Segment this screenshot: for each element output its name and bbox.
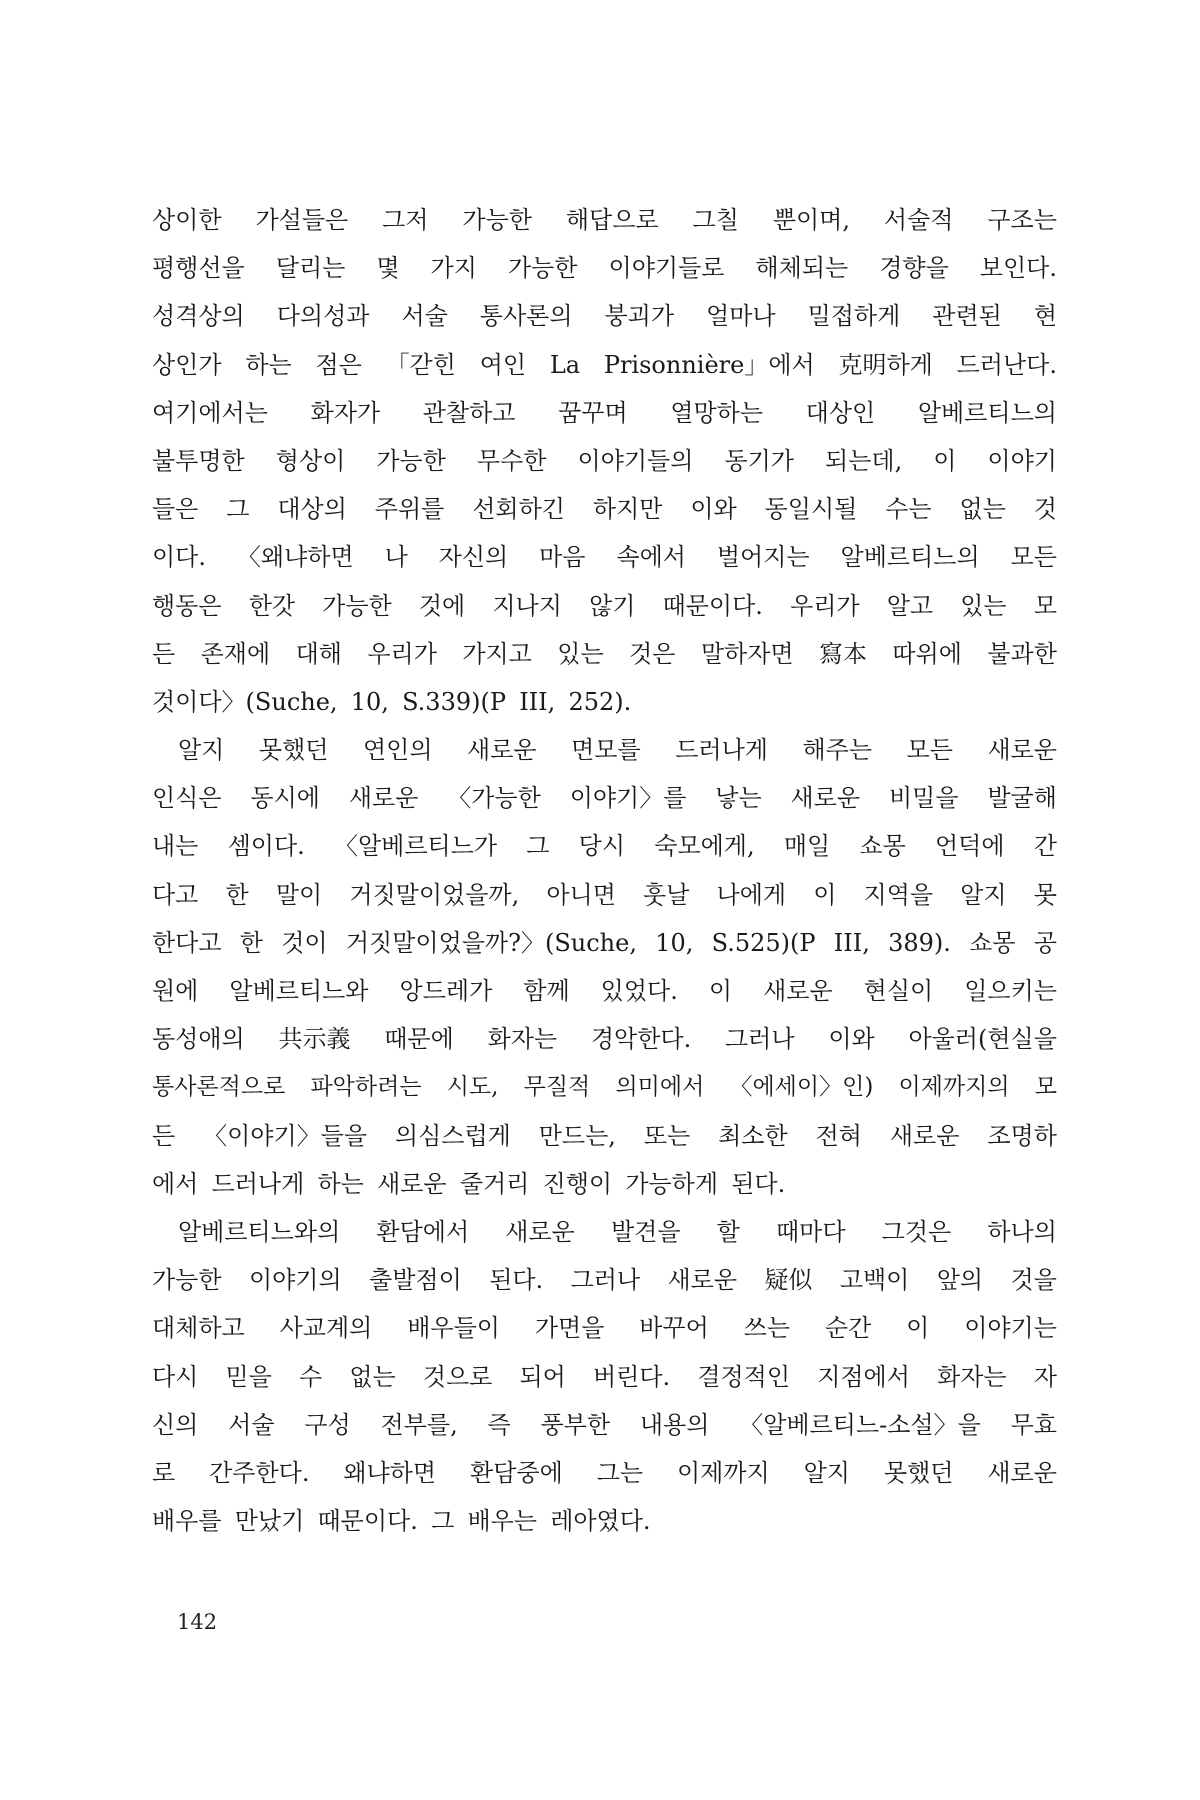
word: 환담에서 — [376, 1217, 470, 1246]
word: 있는 — [557, 639, 604, 668]
word: 내는 — [152, 832, 199, 861]
word: 이 — [708, 977, 733, 1005]
word: 못 — [1033, 880, 1057, 909]
word: III, — [519, 687, 556, 716]
word: 관련된 — [932, 302, 1002, 331]
word: 말이 — [275, 880, 323, 909]
word: 이제까지 — [676, 1458, 770, 1487]
word: 간주한다. — [209, 1458, 310, 1487]
word: 되는데, — [825, 446, 903, 475]
text-line — [152, 871, 1057, 919]
word: 바꾸어 — [639, 1314, 709, 1343]
word: 자 — [1033, 1362, 1057, 1391]
word: 가능한 — [152, 1266, 222, 1295]
word: 다의성과 — [276, 302, 370, 331]
word: 〈이야기〉들을 — [203, 1121, 368, 1150]
word: 다시 — [152, 1362, 199, 1391]
word: 숙모에게, — [654, 832, 755, 861]
word: 이제까지의 — [898, 1074, 1010, 1101]
word: 앞의 — [936, 1266, 984, 1295]
word: 최소한 — [718, 1121, 788, 1150]
word: 성격상의 — [152, 302, 245, 331]
word: 신의 — [152, 1410, 199, 1439]
word: 알베르티느와 — [229, 977, 369, 1005]
text-line — [152, 1063, 1057, 1111]
word: 된다. — [731, 1169, 786, 1198]
word: 사교계의 — [279, 1314, 373, 1343]
word: 꿈꾸며 — [558, 398, 628, 427]
word: 그는 — [596, 1458, 644, 1487]
word: 가능한 — [507, 254, 578, 283]
word: 새로운 — [377, 1169, 447, 1198]
text-line — [152, 341, 1057, 389]
word: 때문이다. — [317, 1507, 418, 1536]
text-line — [152, 1160, 1057, 1208]
word: 대상의 — [277, 495, 347, 524]
word: 할 — [716, 1217, 740, 1246]
word: 새로운 — [889, 1121, 960, 1150]
word: 수 — [299, 1362, 323, 1391]
word: 〈왜냐하면 — [236, 543, 354, 572]
word: 간 — [1033, 832, 1057, 861]
word: 못했던 — [258, 736, 329, 765]
text-line — [152, 292, 1057, 340]
word: 훗날 — [643, 880, 690, 909]
word: 알베르티느의 — [840, 543, 980, 572]
word: 구성 — [304, 1410, 351, 1439]
word: 한 — [239, 928, 263, 957]
word: 다고 — [152, 880, 199, 909]
word: 389). — [888, 928, 951, 957]
word: 나 — [384, 543, 408, 572]
word: 寫本 — [819, 639, 867, 668]
text-line — [152, 1497, 1057, 1545]
word: 한다고 — [152, 928, 222, 957]
word: 않기 — [589, 591, 636, 620]
word: 이와 — [828, 1025, 875, 1054]
word: 새로운 — [763, 977, 833, 1005]
word: 것은 — [629, 639, 676, 668]
word: 252). — [568, 687, 632, 716]
word: 내용의 — [639, 1410, 710, 1439]
body-text — [152, 196, 1057, 1545]
word: 원에 — [152, 977, 199, 1005]
word: 공 — [1033, 928, 1057, 957]
word: 시도, — [446, 1074, 499, 1101]
word: 새로운 — [790, 784, 861, 813]
word: 하는 — [317, 1169, 364, 1198]
word: 10, — [655, 928, 694, 957]
word: 무효 — [1010, 1410, 1057, 1439]
word: 여기에서는 — [152, 398, 268, 427]
word: 매일 — [783, 832, 831, 861]
word: 인식은 — [152, 784, 222, 813]
word: 드러난다. — [956, 350, 1057, 379]
word: 이야기들의 — [577, 446, 694, 475]
word: 나에게 — [716, 880, 787, 909]
word: 의심스럽게 — [394, 1121, 511, 1150]
word: 든 — [152, 639, 176, 668]
word: 되어 — [519, 1362, 566, 1391]
word: 점은 — [315, 350, 362, 379]
word: 것을 — [1010, 1266, 1057, 1295]
word: 하지만 — [592, 495, 663, 524]
word: 함께 — [523, 977, 570, 1005]
text-line — [152, 630, 1057, 678]
word: 드러나게 — [211, 1169, 305, 1198]
word: 우리가 — [367, 639, 437, 668]
word: 없는 — [959, 495, 1006, 524]
text-line — [152, 437, 1057, 485]
word: 화자가 — [310, 398, 381, 427]
word: 10, — [350, 687, 389, 716]
word: 알베르티느의 — [917, 398, 1057, 427]
word: 불투명한 — [152, 446, 245, 475]
text-line — [152, 1449, 1057, 1497]
word: 순간 — [824, 1314, 872, 1343]
word: 현 — [1033, 302, 1057, 331]
word: 붕괴가 — [604, 302, 675, 331]
word: 새로운 — [505, 1217, 575, 1246]
text-line — [152, 1015, 1057, 1063]
word: 즉 — [487, 1410, 511, 1439]
word: 것이 — [281, 928, 328, 957]
word: 연인의 — [362, 736, 433, 765]
word: 배우를 — [152, 1507, 222, 1536]
word: 달리는 — [275, 254, 346, 283]
word: 이다. — [152, 543, 206, 572]
word: 통사론의 — [479, 302, 573, 331]
text-line — [152, 1256, 1057, 1304]
word: 무질적 — [523, 1074, 591, 1101]
word: III, — [833, 928, 870, 957]
word: 새로운 — [987, 1458, 1057, 1487]
word: 서술 — [401, 302, 448, 331]
word: 불과한 — [987, 639, 1057, 668]
word: 거짓말이었을까?〉(Suche, — [345, 928, 637, 957]
word: 밀접하게 — [807, 302, 901, 331]
text-line — [152, 774, 1057, 822]
word: 일으키는 — [964, 977, 1057, 1005]
word: 평행선을 — [152, 254, 245, 283]
word: 그것은 — [881, 1217, 952, 1246]
word: 배우들이 — [407, 1314, 500, 1343]
word: 共示義 — [278, 1025, 351, 1054]
word: 당시 — [578, 832, 626, 861]
word: 대해 — [295, 639, 342, 668]
word: 동성애의 — [152, 1025, 245, 1054]
text-line — [152, 582, 1057, 630]
word: 못했던 — [883, 1458, 954, 1487]
word: 구조는 — [987, 206, 1057, 234]
word: 이야기는 — [964, 1314, 1057, 1343]
word: 통사론적으로 — [152, 1074, 286, 1101]
word: 모 — [1033, 591, 1057, 620]
word: 그 — [431, 1507, 455, 1536]
text-line — [152, 1401, 1057, 1449]
word: 지역을 — [863, 880, 934, 909]
word: 든 — [152, 1121, 176, 1150]
word: 된다. — [489, 1266, 544, 1295]
word: 화자는 — [937, 1362, 1007, 1391]
word: 서술적 — [883, 206, 954, 234]
word: 이야기의 — [248, 1266, 342, 1295]
word: 마음 — [539, 543, 586, 572]
word: 것에 — [418, 591, 466, 620]
word: 로 — [152, 1458, 176, 1487]
word: S.339)(P — [402, 687, 506, 716]
word: 발견을 — [610, 1217, 681, 1246]
word: 疑似 — [764, 1266, 813, 1295]
word: 형상이 — [275, 446, 346, 475]
text-line — [152, 196, 1057, 244]
word: 동기가 — [724, 446, 794, 475]
word: 동일시될 — [764, 495, 858, 524]
word: 왜냐하면 — [343, 1458, 437, 1487]
word: La — [549, 350, 581, 379]
word: 지점에서 — [817, 1362, 910, 1391]
word: 모든 — [1010, 543, 1057, 572]
word: 믿을 — [225, 1362, 272, 1391]
word: 들은 — [152, 495, 199, 524]
word: 한 — [225, 880, 249, 909]
word: 〈가능한 — [447, 784, 541, 813]
word: 배우는 — [467, 1507, 537, 1536]
text-line — [152, 533, 1057, 581]
word: 알베르티느와의 — [178, 1217, 341, 1246]
word: 파악하려는 — [310, 1074, 422, 1101]
word: 가능한 — [322, 591, 392, 620]
word: 경향을 — [879, 254, 949, 283]
word: 있는 — [960, 591, 1007, 620]
word: 셈이다. — [227, 832, 305, 861]
word: 그러나 — [725, 1025, 795, 1054]
word: 이 — [906, 1314, 930, 1343]
word: 알고 — [886, 591, 934, 620]
word: 드러나게 — [675, 736, 768, 765]
word: 〈알베르티느가 — [333, 832, 498, 861]
word: 가능한 — [462, 206, 532, 234]
word: 만났기 — [234, 1507, 305, 1536]
word: 만드는, — [538, 1121, 616, 1150]
text-line — [152, 822, 1057, 870]
word: 그 — [226, 495, 250, 524]
word: 무수한 — [476, 446, 547, 475]
word: 서술 — [228, 1410, 275, 1439]
word: 전혀 — [815, 1121, 862, 1150]
word: 선회하긴 — [472, 495, 565, 524]
word: 것으로 — [422, 1362, 493, 1391]
word: 풍부한 — [540, 1410, 611, 1439]
word: 하나의 — [987, 1217, 1057, 1246]
word: 몇 — [376, 254, 400, 283]
word: 가면을 — [534, 1314, 605, 1343]
word: 상이한 — [152, 206, 222, 234]
word: 비밀을 — [888, 784, 959, 813]
word: 또는 — [643, 1121, 691, 1150]
word: 출발점이 — [369, 1266, 462, 1295]
word: 쓰는 — [743, 1314, 791, 1343]
word: 벌어지는 — [716, 543, 810, 572]
word: 가능하게 — [625, 1169, 719, 1198]
word: 해주는 — [802, 736, 873, 765]
text-line — [152, 244, 1057, 292]
word: 속에서 — [616, 543, 686, 572]
word: 해답으로 — [565, 206, 659, 234]
word: 새로운 — [667, 1266, 738, 1295]
word: 경악한다. — [590, 1025, 692, 1054]
word: 새로운 — [987, 736, 1057, 765]
word: 쇼몽 — [969, 928, 1016, 957]
word: 행동은 — [152, 591, 222, 620]
word: 말하자면 — [700, 639, 794, 668]
word: 것 — [1033, 495, 1057, 524]
word: 관찰하고 — [422, 398, 516, 427]
text-line — [152, 1304, 1057, 1352]
word: 따위에 — [892, 639, 962, 668]
word: 있었다. — [600, 977, 678, 1005]
word: 진행이 — [542, 1169, 613, 1198]
word: 알지 — [960, 880, 1007, 909]
word: 존재에 — [200, 639, 271, 668]
word: 고백이 — [839, 1266, 910, 1295]
word: 때문이다. — [662, 591, 763, 620]
text-line — [152, 919, 1057, 967]
word: 뿐이며, — [772, 206, 850, 234]
word: 에서 — [152, 1169, 199, 1198]
word: 해체되는 — [755, 254, 849, 283]
text-line — [152, 726, 1057, 774]
word: 열망하는 — [670, 398, 764, 427]
word: 현실이 — [863, 977, 934, 1005]
word: 그저 — [382, 206, 429, 234]
word: 언덕에 — [934, 832, 1005, 861]
word: 이 — [813, 880, 837, 909]
word: 줄거리 — [459, 1169, 530, 1198]
text-line — [152, 678, 1057, 726]
page-number: 142 — [177, 1610, 218, 1634]
word: 아니면 — [546, 880, 616, 909]
word: 〈알베르티느-소설〉을 — [739, 1410, 981, 1439]
word: 조명하 — [987, 1121, 1057, 1150]
word: 가지 — [430, 254, 477, 283]
text-line — [152, 1353, 1057, 1401]
word: 克明하게 — [838, 350, 933, 379]
word: 새로운 — [348, 784, 419, 813]
word: 레아였다. — [550, 1507, 651, 1536]
word: 면모를 — [571, 736, 641, 765]
text-line — [152, 967, 1057, 1015]
word: 가능한 — [376, 446, 446, 475]
word: 화자는 — [487, 1025, 558, 1054]
word: 환담중에 — [470, 1458, 563, 1487]
word: 알지 — [803, 1458, 850, 1487]
word: 자신의 — [438, 543, 509, 572]
word: 이야기 — [987, 446, 1057, 475]
word: 그러나 — [570, 1266, 641, 1295]
word: 때문에 — [384, 1025, 454, 1054]
word: 상인가 — [152, 350, 222, 379]
word: 가지고 — [462, 639, 532, 668]
word: 얼마나 — [706, 302, 776, 331]
word: 여인 — [479, 350, 527, 379]
word: 「갇힌 — [385, 350, 456, 379]
word: 대상인 — [805, 398, 876, 427]
word: 보인다. — [979, 254, 1057, 283]
word: 알지 — [178, 736, 225, 765]
word: 〈에세이〉인) — [729, 1074, 874, 1101]
text-line — [152, 389, 1057, 437]
word: 이야기들로 — [608, 254, 725, 283]
word: 주위를 — [374, 495, 445, 524]
word: 전부를, — [380, 1410, 458, 1439]
word: 동시에 — [250, 784, 320, 813]
word: 한갓 — [248, 591, 296, 620]
text-line — [152, 1112, 1057, 1160]
word: 없는 — [349, 1362, 396, 1391]
word: 우리가 — [790, 591, 860, 620]
word: 거짓말이었을까, — [349, 880, 520, 909]
text-line — [152, 1208, 1057, 1256]
word: Prisonnière」에서 — [603, 350, 815, 379]
word: 발굴해 — [987, 784, 1057, 813]
word: S.525)(P — [711, 928, 816, 957]
word: 때마다 — [775, 1217, 846, 1246]
word: 쇼몽 — [859, 832, 906, 861]
word: 모 — [1034, 1074, 1057, 1101]
word: 앙드레가 — [399, 977, 493, 1005]
word: 이야기〉를 — [569, 784, 687, 813]
word: 지나지 — [492, 591, 562, 620]
word: 그 — [526, 832, 550, 861]
word: 것이다〉(Suche, — [152, 687, 338, 716]
text-line — [152, 485, 1057, 533]
word: 수는 — [885, 495, 932, 524]
word: 아울러(현실을 — [908, 1025, 1057, 1054]
word: 이와 — [690, 495, 737, 524]
word: 가설들은 — [255, 206, 349, 234]
word: 결정적인 — [697, 1362, 791, 1391]
word: 새로운 — [467, 736, 537, 765]
word: 의미에서 — [615, 1074, 705, 1101]
word: 모든 — [906, 736, 953, 765]
word: 이 — [933, 446, 957, 475]
word: 그칠 — [692, 206, 739, 234]
word: 대체하고 — [152, 1314, 245, 1343]
word: 하는 — [245, 350, 292, 379]
word: 낳는 — [715, 784, 762, 813]
word: 버린다. — [593, 1362, 671, 1391]
